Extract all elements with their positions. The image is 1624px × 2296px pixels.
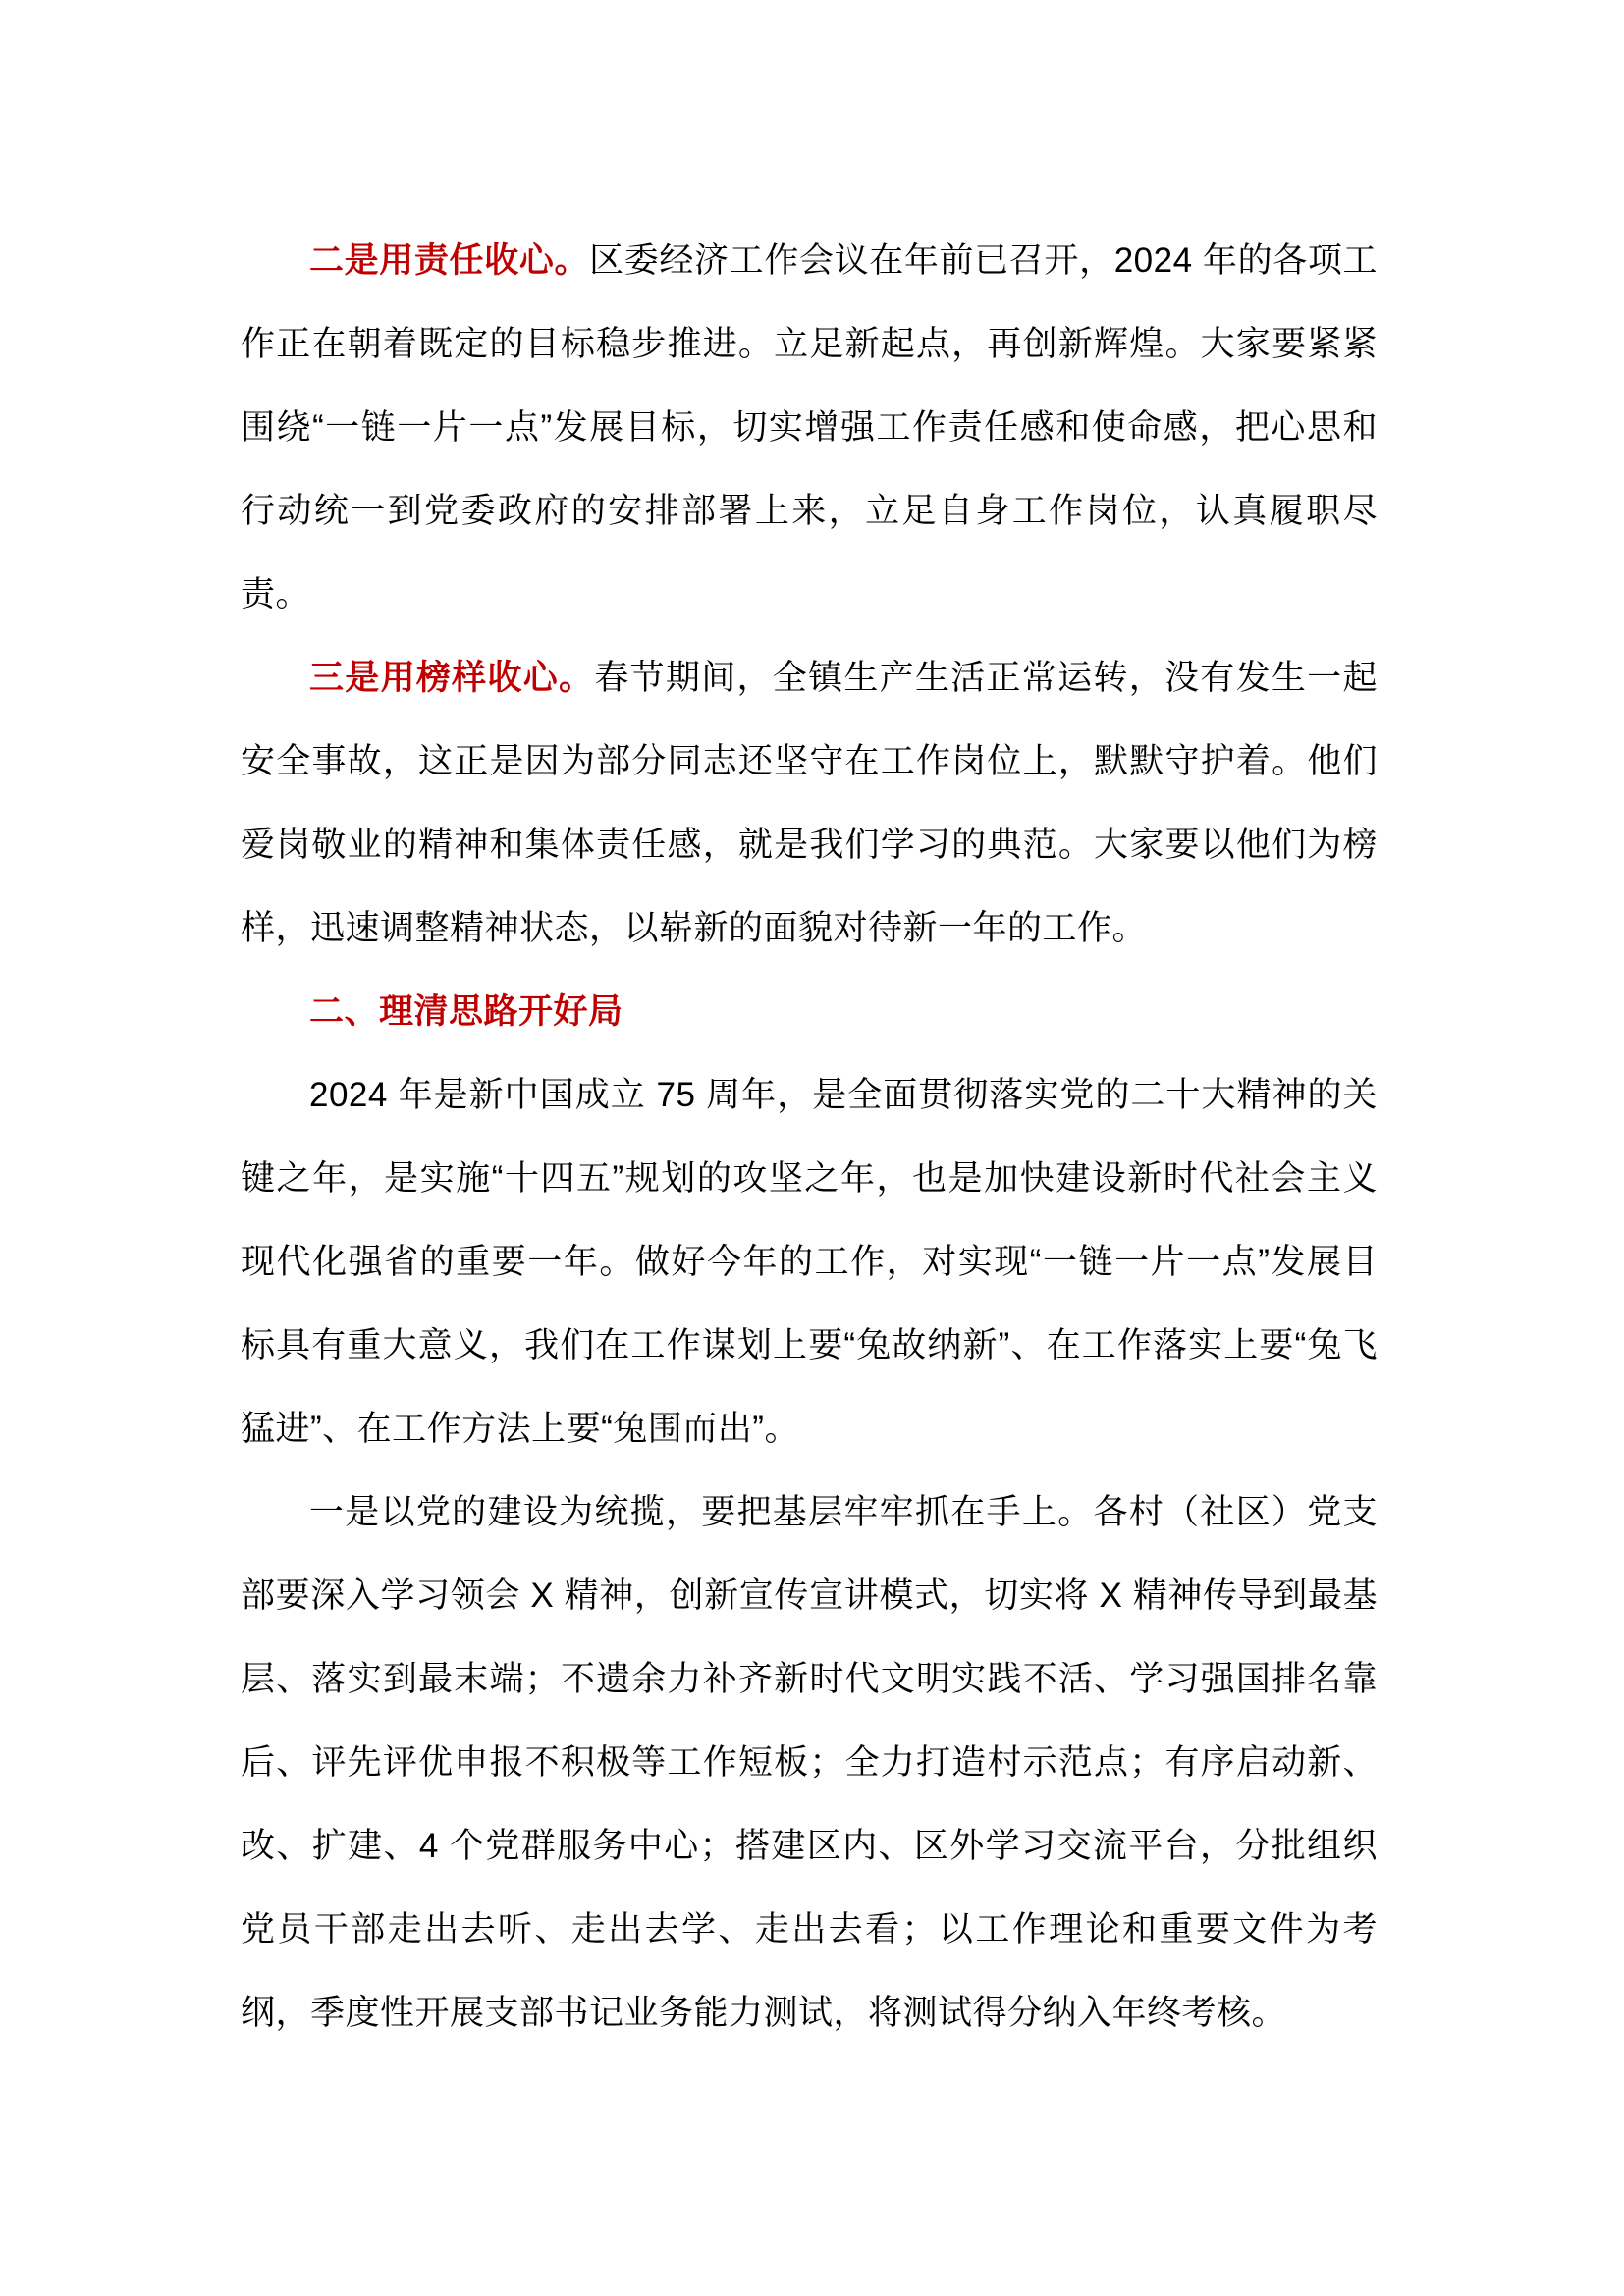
- paragraph-body-text: 区委经济工作会议在年前已召开，2024 年的各项工作正在朝着既定的目标稳步推进。立足新起点，再创新辉煌。大家要紧紧围绕“一链一片一点”发展目标，切实增强工作责任感和使命感，把心思和行动统一到党委政府的安排部署上来，立足自身工作岗位，认真履职尽责。: [241, 241, 1378, 614]
- paragraph-party-building: [241, 1470, 1378, 2055]
- paragraph-lead-red: 三是用榜样收心。: [309, 659, 595, 697]
- paragraph-role-model: [241, 636, 1378, 970]
- paragraph-year-overview: [241, 1053, 1378, 1470]
- section-heading: 二、理清思路开好局: [309, 992, 623, 1031]
- paragraph-lead-red: 二是用责任收心。: [309, 241, 590, 280]
- paragraph-body-text: 春节期间，全镇生产生活正常运转，没有发生一起安全事故，这正是因为部分同志还坚守在工作岗位上，默默守护着。他们爱岗敬业的精神和集体责任感，就是我们学习的典范。大家要以他们为榜样，迅速调整精神状态，以崭新的面貌对待新一年的工作。: [241, 659, 1378, 947]
- paragraph-body-text: 2024 年是新中国成立 75 周年，是全面贯彻落实党的二十大精神的关键之年，是实施“十四五”规划的攻坚之年，也是加快建设新时代社会主义现代化强省的重要一年。做好今年的工作，对实现“一链一片一点”发展目标具有重大意义，我们在工作谋划上要“兔故纳新”、在工作落实上要“兔飞猛进”、在工作方法上要“兔围而出”。: [241, 1076, 1378, 1448]
- paragraph-body-text: 一是以党的建设为统揽，要把基层牢牢抓在手上。各村（社区）党支部要深入学习领会 X 精神，创新宣传宣讲模式，切实将 X 精神传导到最基层、落实到最末端；不遗余力补齐新时代文明实践不活、学习强国排名靠后、评先评优申报不积极等工作短板；全力打造村示范点；有序启动新、改、扩建、4 个党群服务中心；搭建区内、区外学习交流平台，分批组织党员干部走出去听、走出去学、走出去看；以工作理论和重要文件为考纲，季度性开展支部书记业务能力测试，将测试得分纳入年终考核。: [241, 1493, 1378, 2032]
- paragraph-responsibility: [241, 219, 1378, 636]
